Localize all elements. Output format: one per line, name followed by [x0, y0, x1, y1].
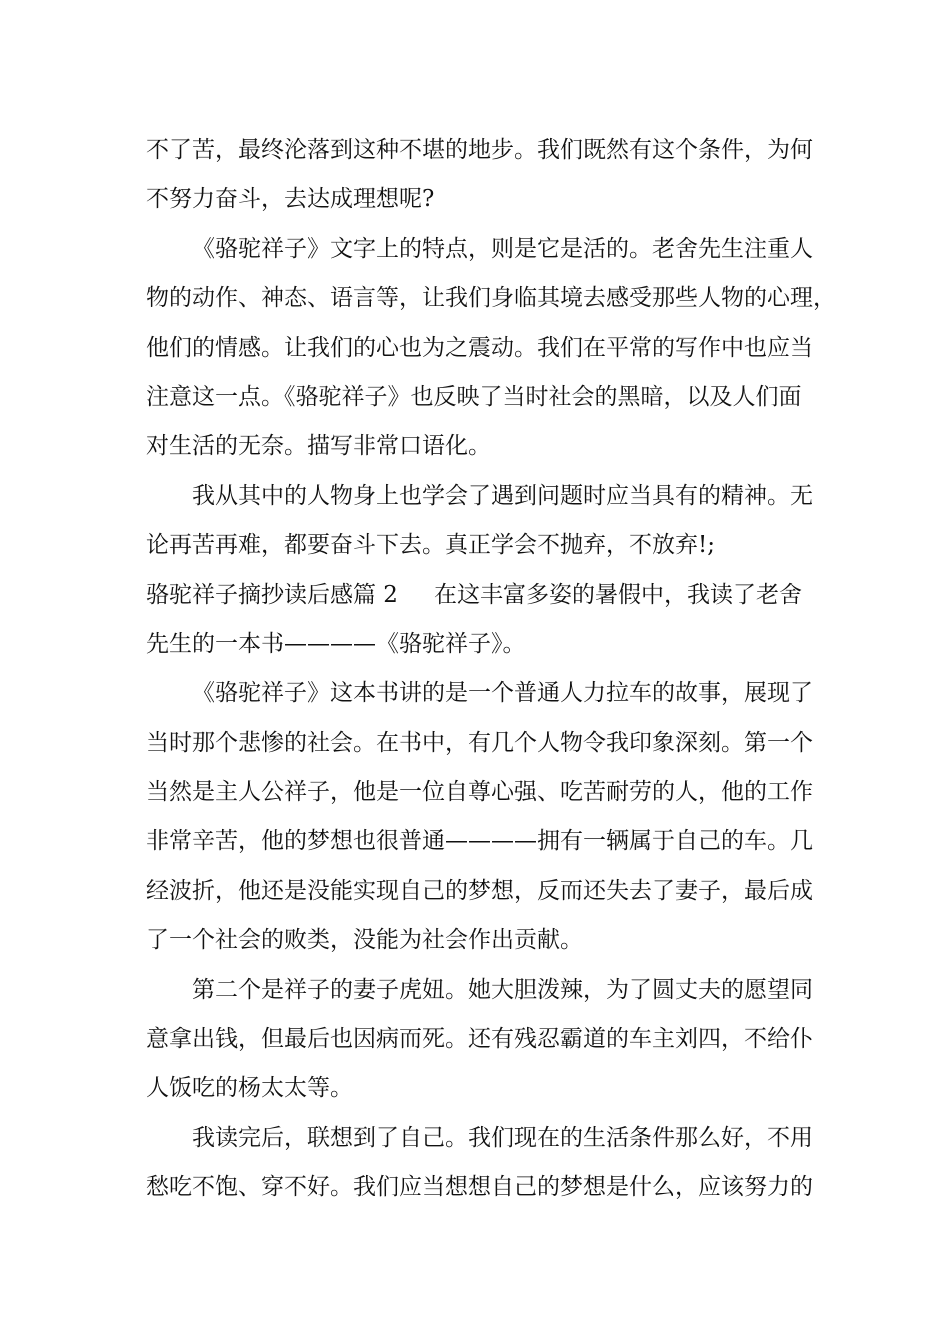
text-line: 意拿出钱，但最后也因病而死。还有残忍霸道的车主刘四，不给仆: [146, 1026, 813, 1053]
text-line: 物的动作、神态、语言等，让我们身临其境去感受那些人物的心理，: [146, 285, 836, 312]
text-line: 非常辛苦，他的梦想也很普通————拥有一辆属于自己的车。几: [146, 828, 813, 855]
paragraph-start-line: 我读完后，联想到了自己。我们现在的生活条件那么好，不用: [192, 1124, 813, 1151]
section-title-line: [146, 571, 822, 620]
text-line: 不了苦，最终沦落到这种不堪的地步。我们既然有这个条件，为何: [146, 137, 813, 163]
text-line: 论再苦再难，都要奋斗下去。真正学会不抛弃，不放弃!;: [146, 532, 715, 559]
text-line: 经波折，他还是没能实现自己的梦想，反而还失去了妻子，最后成: [146, 877, 813, 904]
paragraph-start-line: 《骆驼祥子》文字上的特点，则是它是活的。老舍先生注重人: [192, 235, 813, 262]
section-title: 骆驼祥子摘抄读后感篇 2: [146, 581, 398, 608]
paragraph-start-line: 《骆驼祥子》这本书讲的是一个普通人力拉车的故事，展现了: [192, 680, 813, 707]
text-line: 对生活的无奈。描写非常口语化。: [146, 433, 491, 460]
text-line: 当然是主人公祥子，他是一位自尊心强、吃苦耐劳的人，他的工作: [146, 779, 813, 806]
paragraph-start-line: 我从其中的人物身上也学会了遇到问题时应当具有的精神。无: [192, 482, 813, 509]
text-line: 注意这一点。《骆驼祥子》也反映了当时社会的黑暗，以及人们面: [146, 383, 802, 410]
paragraph-start-line: 第二个是祥子的妻子虎妞。她大胆泼辣，为了圆丈夫的愿望同: [192, 976, 813, 1003]
text-line: 他们的情感。让我们的心也为之震动。我们在平常的写作中也应当: [146, 334, 813, 361]
text-line: 先生的一本书————《骆驼祥子》。: [146, 630, 526, 657]
text-line: 人饭吃的杨太太等。: [146, 1075, 353, 1102]
text-line: 愁吃不饱、穿不好。我们应当想想自己的梦想是什么，应该努力的: [146, 1174, 813, 1201]
document-body: [146, 126, 836, 1213]
text-line: 不努力奋斗，去达成理想呢?: [146, 186, 435, 213]
text-line: 了一个社会的败类，没能为社会作出贡献。: [146, 927, 583, 954]
text-line: 当时那个悲惨的社会。在书中，有几个人物令我印象深刻。第一个: [146, 729, 813, 756]
section-first-text: 在这丰富多姿的暑假中，我读了老舍: [433, 581, 802, 608]
